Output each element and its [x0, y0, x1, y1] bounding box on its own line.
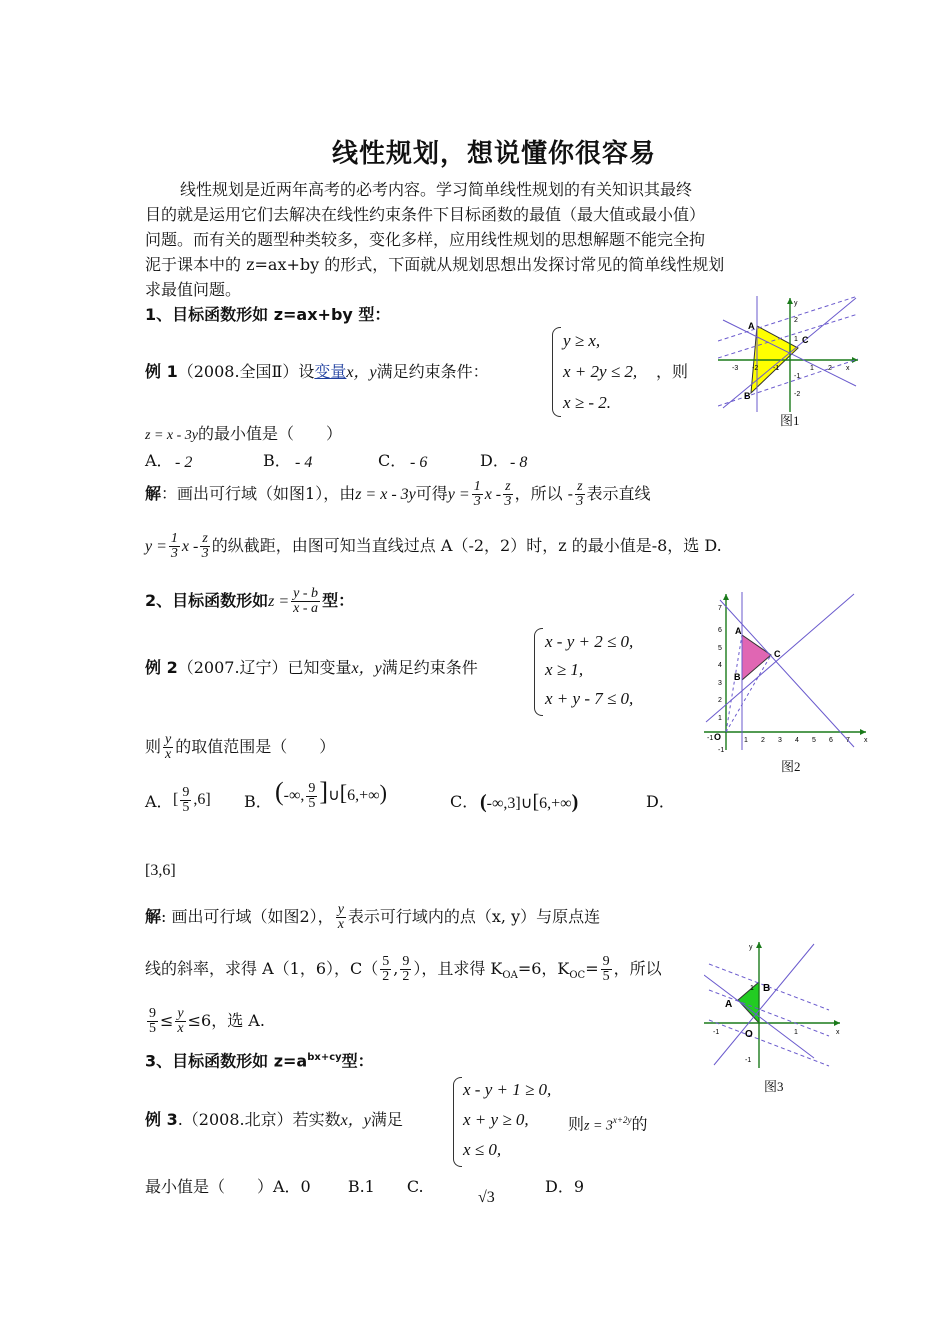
example-label: 例 3 [145, 1110, 178, 1129]
svg-text:1: 1 [750, 985, 754, 992]
option-a-value: - 2 [175, 454, 193, 471]
svg-text:4: 4 [718, 662, 722, 669]
condition-text: 满足约束条件： [376, 362, 489, 381]
svg-text:-2: -2 [752, 365, 759, 372]
svg-text:3: 3 [778, 737, 782, 744]
page-title: 线性规划，想说懂你很容易 [332, 139, 657, 169]
figure-1-graph [718, 296, 860, 412]
svg-text:-2: -2 [794, 391, 801, 398]
example-source: （2007.辽宁）已知变量 [177, 658, 352, 677]
constraint-brace [453, 1077, 462, 1167]
intro-line: 目的就是运用它们去解决在线性约束条件下目标函数的最值（最大值或最小值） [145, 205, 706, 224]
svg-text:x: x [846, 365, 850, 372]
question-text: 的取值范围是（ ） [175, 737, 336, 756]
fraction-y-over-x: $\frac{y}{x}$ [177, 1006, 184, 1036]
expr: x - [181, 538, 199, 555]
solution-2-line: 线的斜率，求得 A（1，6），C（ $\frac{5}{2}$ , $\frac{9}{2}$ ），且求得 $K_{OA}=6$，$K_{OC}=$ $\frac{9}{5}$ ，所以 [145, 954, 662, 984]
option-a-label: A． [145, 451, 173, 470]
svg-text:x: x [864, 737, 868, 744]
figure-3-caption: 图3 [764, 1079, 784, 1094]
option-d-label: D． [646, 792, 675, 811]
svg-text:1: 1 [794, 336, 798, 343]
svg-text:1: 1 [744, 737, 748, 744]
solution-1-line [145, 480, 651, 509]
example-source: （2008.全国Ⅱ）设 [177, 362, 315, 381]
fraction-one-third: $\frac{1}{3}$ [473, 479, 481, 509]
example-1-question [145, 424, 342, 446]
constraint: x + y - 7 ≤ 0, [545, 689, 634, 708]
option-b-label: B． [263, 451, 291, 470]
example-source: .（2008.北京）若实数 [177, 1110, 341, 1129]
example-3-question [145, 1177, 424, 1197]
svg-text:B: B [763, 983, 771, 994]
fraction-y-over-x: $\frac{y}{x}$ [337, 902, 344, 932]
denominator: x [165, 747, 172, 762]
svg-text:-1: -1 [713, 1029, 720, 1036]
option-d: D．9 [545, 1177, 585, 1196]
option-c-value: (-∞,3]∪[6,+∞) [480, 791, 579, 813]
then-text: 则 [145, 737, 162, 756]
svg-text:B: B [734, 672, 741, 682]
svg-text:6: 6 [718, 627, 722, 634]
svg-text:y: y [794, 300, 798, 307]
section-heading: 1、目标函数形如 z=ax+by 型： [145, 305, 391, 324]
expr: z = [268, 593, 290, 610]
svg-text:5: 5 [812, 737, 816, 744]
fraction-heading [291, 587, 320, 616]
option-d-value: - 8 [510, 454, 528, 471]
solution-text: ），且求得 K [413, 959, 503, 978]
expr: y = [447, 486, 470, 503]
solution-2-line [145, 903, 600, 932]
constraint-brace [534, 628, 543, 716]
option-b-value: (-∞, $\frac{9}{5}$ ]∪[6,+∞) [275, 777, 387, 811]
fraction-z-third: $\frac{z}{3}$ [504, 479, 512, 509]
objective-expr: z = x - 3y [145, 428, 198, 443]
superscript: x+2y [612, 1115, 632, 1125]
solution-text: 的纵截距，由图可知当直线过点 A（-2，2）时，z 的最小值是-8，选 D. [211, 536, 722, 555]
variable-link[interactable]: 变量 [314, 362, 347, 381]
superscript: bx+cy [307, 1052, 342, 1063]
svg-text:B: B [744, 391, 751, 401]
svg-text:A: A [748, 321, 755, 331]
svg-text:2: 2 [761, 737, 765, 744]
example-label: 例 2 [145, 658, 178, 677]
option-c-label: C． [450, 792, 479, 811]
vars: x，y [346, 364, 377, 381]
option-c-label: C． [378, 451, 407, 470]
svg-text:2: 2 [828, 365, 832, 372]
solution-label: 解 [145, 907, 162, 926]
svg-text:C: C [774, 649, 781, 659]
solution-text: ：画出可行域（如图1），由 [161, 484, 356, 503]
solution-text: 线的斜率，求得 A（1，6），C（ [145, 959, 379, 978]
svg-text:A: A [725, 999, 733, 1010]
svg-text:7: 7 [718, 605, 722, 612]
example-2-prompt [145, 658, 478, 679]
then-text: 的 [631, 1114, 648, 1134]
option-b-value: - 4 [295, 454, 313, 471]
constraint: x + y ≥ 0, [463, 1110, 529, 1129]
svg-text:-1: -1 [718, 747, 725, 752]
solution-text: ，所以 [613, 959, 662, 978]
option-a-value: [ $\frac{9}{5}$ ,6] [173, 785, 211, 815]
heading-text: 型： [341, 1051, 374, 1071]
solution-text: =6，K [517, 959, 570, 978]
constraint: x - y + 2 ≤ 0, [545, 632, 634, 651]
svg-text:3: 3 [718, 680, 722, 687]
svg-text:O: O [745, 1029, 753, 1040]
fraction-y-over-x [163, 733, 173, 762]
condition-text: 满足约束条件 [381, 658, 478, 677]
then-text: 则 [568, 1114, 585, 1134]
solution-label: 解 [145, 484, 162, 503]
option-d-label: D． [480, 451, 509, 470]
figure-2-caption: 图2 [781, 759, 801, 774]
condition-text: 满足 [370, 1110, 403, 1129]
constraint: x ≥ 1, [545, 660, 584, 679]
solution-text: 表示直线 [586, 484, 651, 503]
intro-line: 泥于课本中的 z=ax+by 的形式，下面就从规划思想出发探讨常见的简单线性规划 [145, 255, 725, 274]
solution-2-line: $\frac{9}{5}$ ≤ $\frac{y}{x}$ ≤6，选 A. [149, 1006, 265, 1036]
svg-text:1: 1 [794, 1029, 798, 1036]
option-c-value: √3 [478, 1189, 495, 1206]
subscript: OC [569, 970, 586, 982]
heading-text: 型： [322, 591, 355, 610]
intro-line: 线性规划是近两年高考的必考内容。学习简单线性规划的有关知识其最终 [180, 180, 693, 199]
svg-text:7: 7 [846, 737, 850, 744]
constraint: x ≥ - 2. [563, 393, 612, 412]
solution-text: 可得 [415, 484, 448, 503]
heading-text: 3、目标函数形如 z=a [145, 1051, 308, 1071]
example-3-prompt [145, 1110, 403, 1131]
constraint-brace [552, 327, 561, 417]
constraint: x ≤ 0, [463, 1140, 502, 1159]
svg-text:2: 2 [718, 697, 722, 704]
question-text: 最小值是（ ）A．0 B.1 C. [145, 1177, 424, 1196]
example-1-prompt [145, 362, 489, 383]
figure-3-graph [704, 940, 844, 1070]
section-heading [145, 587, 354, 616]
svg-text:1: 1 [810, 365, 814, 372]
option-a-label: A． [145, 792, 173, 811]
fraction-nine-halves: $\frac{9}{2}$ [402, 954, 410, 984]
expr: x - [484, 486, 502, 503]
option-c-value: - 6 [410, 454, 428, 471]
denominator: x - a [293, 601, 319, 616]
svg-text:4: 4 [795, 737, 799, 744]
solution-text: ，所以 - [514, 484, 574, 503]
constraint: x + 2y ≤ 2, [563, 362, 638, 381]
heading-text: 2、目标函数形如 [145, 591, 269, 610]
solution-text: = [585, 959, 599, 978]
solution-text: 表示可行域内的点（x, y）与原点连 [347, 907, 601, 926]
solution-text: ，选 A. [211, 1011, 265, 1030]
then-text: ，则 [656, 362, 689, 381]
example-label: 例 1 [145, 362, 178, 381]
example-2-question [145, 733, 335, 762]
section-heading [145, 1048, 374, 1071]
solution-text: : 画出可行域（如图2）， [161, 907, 334, 926]
constraint: x - y + 1 ≥ 0, [463, 1080, 552, 1099]
svg-text:-1: -1 [794, 373, 801, 380]
fraction-nine-fifths: $\frac{9}{5}$ [602, 954, 610, 984]
svg-text:C: C [802, 335, 809, 345]
fraction-z-third: $\frac{z}{3}$ [576, 479, 584, 509]
option-b-label: B． [244, 792, 272, 811]
subscript: OA [502, 970, 518, 982]
numerator: y [165, 732, 172, 747]
example-3-tail [568, 1110, 648, 1136]
svg-text:5: 5 [718, 645, 722, 652]
svg-text:O: O [714, 732, 722, 742]
feasible-region [742, 635, 771, 680]
figure-2-graph [704, 592, 872, 752]
vars: x，y [351, 660, 382, 677]
numerator: y - b [293, 586, 319, 601]
svg-text:x: x [836, 1029, 840, 1036]
svg-text:-1: -1 [707, 735, 714, 742]
fraction-five-halves: $\frac{5}{2}$ [382, 954, 390, 984]
fraction-z-third: $\frac{z}{3}$ [201, 531, 209, 561]
svg-text:-1: -1 [745, 1057, 752, 1064]
vars: x，y [340, 1112, 371, 1129]
expr: y = [145, 538, 167, 555]
intro-line: 求最值问题。 [145, 280, 242, 299]
intro-line: 问题。而有关的题型种类较多，变化多样，应用线性规划的思想解题不能完全拘 [145, 230, 706, 249]
svg-text:6: 6 [829, 737, 833, 744]
svg-text:1: 1 [718, 715, 722, 722]
expr: z = x - 3y [355, 486, 416, 503]
fraction-nine-fifths: $\frac{9}{5}$ [149, 1006, 156, 1036]
question-text: 的最小值是（ ） [198, 424, 343, 443]
constraint: y ≥ x, [563, 331, 601, 350]
figure-1-caption: 图1 [780, 413, 800, 428]
expr: z = 3 [584, 1118, 613, 1134]
svg-text:2: 2 [794, 317, 798, 324]
svg-text:-3: -3 [732, 365, 739, 372]
svg-text:-1: -1 [773, 365, 780, 372]
svg-text:A: A [735, 626, 742, 636]
svg-text:y: y [749, 944, 753, 951]
option-d-value: [3,6] [145, 862, 176, 879]
solution-1-line [145, 532, 722, 561]
fraction-one-third: $\frac{1}{3}$ [170, 531, 178, 561]
